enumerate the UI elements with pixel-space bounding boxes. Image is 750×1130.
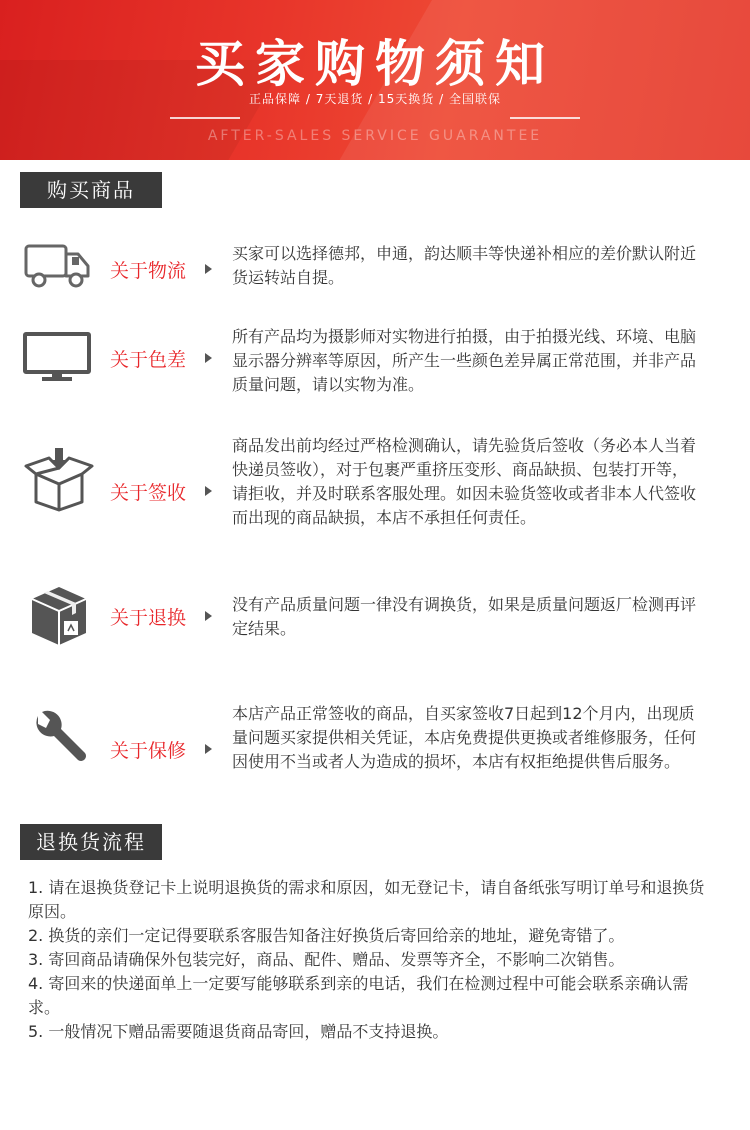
info-item-color — [0, 325, 750, 397]
package-icon — [28, 583, 90, 653]
item-description: 商品发出前均经过严格检测确认，请先验货后签收（务必本人当着快递员签收），对于包裹严重挤压变形、商品缺损、包装打开等，请拒收，并及时联系客服处理。如因未验货签收或者非本人代签收而出现的商品缺损，本店不承担任何责任。 — [232, 436, 697, 527]
item-label: 关于物流 — [110, 260, 187, 282]
list-item: 2. 换货的亲们一定记得要联系客服告知备注好换货后寄回给亲的地址，避免寄错了。 — [28, 926, 625, 945]
arrow-right-icon — [205, 486, 212, 496]
section-title-purchase: 购买商品 — [20, 172, 162, 208]
truck-icon — [22, 240, 92, 296]
item-label: 关于色差 — [110, 349, 187, 371]
box-download-icon — [22, 446, 96, 516]
item-label: 关于保修 — [110, 740, 187, 762]
page-title: 买家购物须知 — [195, 35, 555, 93]
return-steps-list — [28, 876, 718, 1044]
list-item: 3. 寄回商品请确保外包装完好，商品、配件、赠品、发票等齐全，不影响二次销售。 — [28, 950, 625, 969]
info-item-signing — [0, 432, 750, 552]
item-label: 关于签收 — [110, 482, 187, 504]
item-description: 所有产品均为摄影师对实物进行拍摄，由于拍摄光线、环境、电脑显示器分辨率等原因，所产生一些颜色差异属正常范围，并非产品质量问题，请以实物为准。 — [232, 327, 697, 394]
banner-english-caption: AFTER-SALES SERVICE GUARANTEE — [207, 128, 543, 144]
wrench-icon — [30, 710, 88, 772]
info-item-logistics — [0, 240, 750, 300]
arrow-right-icon — [205, 611, 212, 621]
monitor-icon — [22, 331, 92, 387]
list-item: 5. 一般情况下赠品需要随退货商品寄回，赠品不支持退换。 — [28, 1022, 449, 1041]
banner-subtitle: 正品保障 / 7天退货 / 15天换货 / 全国联保 — [249, 92, 501, 106]
arrow-right-icon — [205, 264, 212, 274]
item-description: 没有产品质量问题一律没有调换货，如果是质量问题返厂检测再评定结果。 — [232, 595, 697, 638]
info-item-returns — [0, 583, 750, 653]
list-item: 1. 请在退换货登记卡上说明退换货的需求和原因，如无登记卡，请自备纸张写明订单号和退换货原因。 — [28, 878, 705, 921]
item-description: 买家可以选择德邦，申通，韵达顺丰等快递补相应的差价默认附近货运转站自提。 — [232, 244, 697, 287]
arrow-right-icon — [205, 744, 212, 754]
item-label: 关于退换 — [110, 607, 187, 629]
banner-divider — [510, 117, 580, 119]
info-item-warranty — [0, 700, 750, 800]
item-description: 本店产品正常签收的商品，自买家签收7日起到12个月内，出现质量问题买家提供相关凭证，本店免费提供更换或者维修服务，任何因使用不当或者人为造成的损坏，本店有权拒绝提供售后服务。 — [232, 704, 697, 771]
banner-divider — [170, 117, 240, 119]
arrow-right-icon — [205, 353, 212, 363]
list-item: 4. 寄回来的快递面单上一定要写能够联系到亲的电话，我们在检测过程中可能会联系亲确认需求。 — [28, 974, 689, 1017]
section-title-return-process: 退换货流程 — [20, 824, 162, 860]
header-banner — [0, 0, 750, 160]
